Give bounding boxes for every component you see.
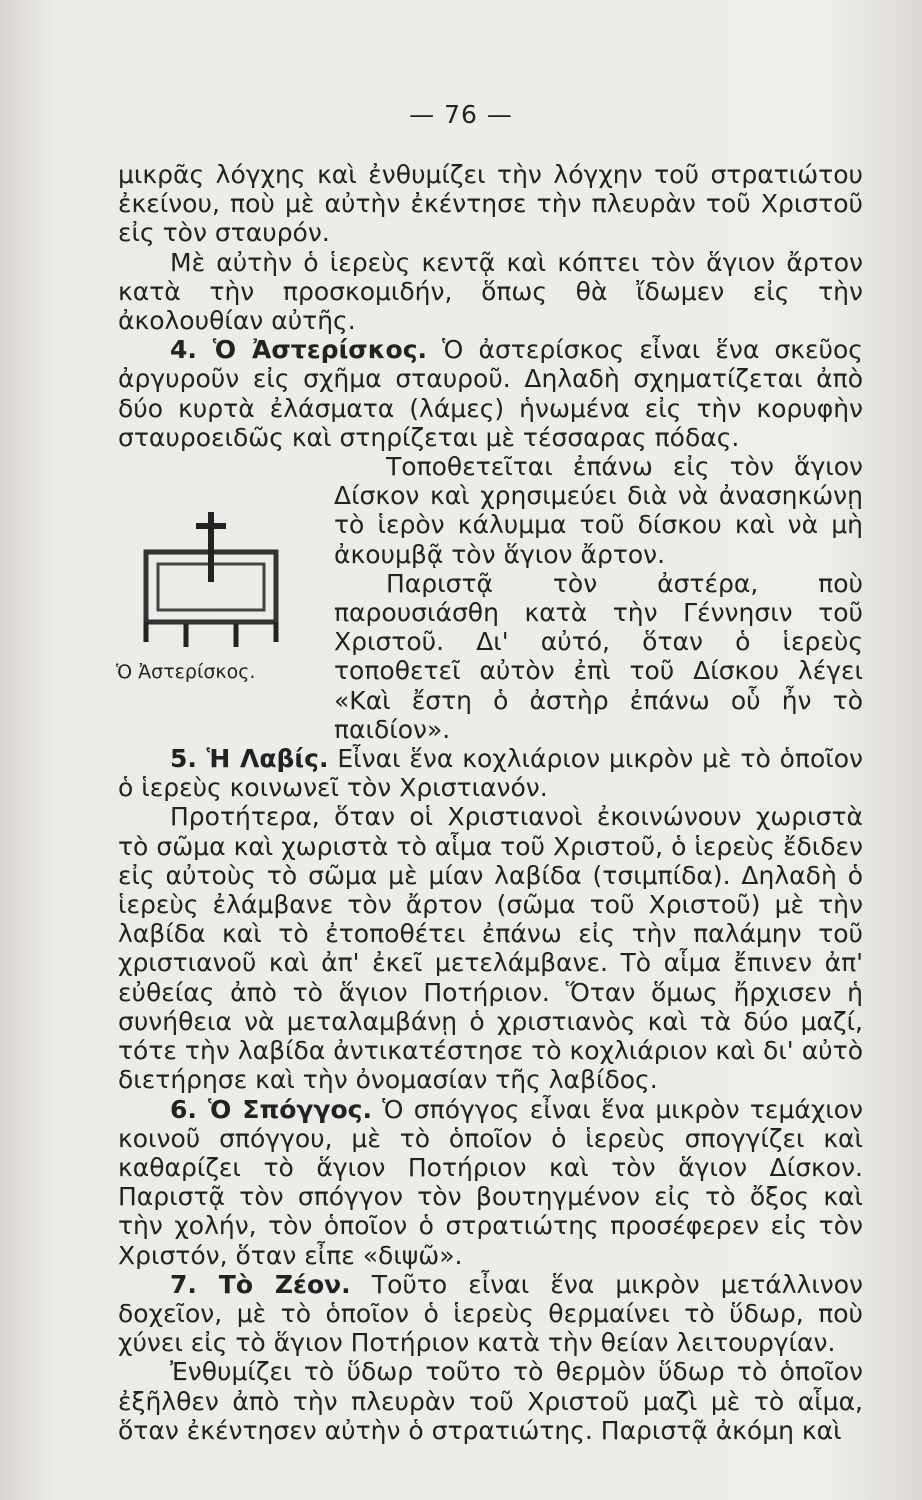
figure-caption: Ὁ Ἀστερίσκος. [116, 661, 256, 684]
page-body [118, 160, 863, 1445]
section-heading-lavis: 5. Ἡ Λαβίς. [170, 744, 329, 774]
asteriskos-figure [116, 452, 328, 742]
zeon-description: Τοῦτο εἶναι ἕνα μικρὸν μετάλλινον δοχεῖον, μὲ τὸ ὁποῖον ὁ ἱερεὺς θερμαίνει τὸ ὕδωρ, ποὺ χύνει εἰς τὸ ἅγιον Ποτήριον κατὰ τὴν θείαν λειτουργίαν. [118, 1269, 863, 1358]
page-number: — 76 — [409, 100, 513, 129]
section-heading-spongos: 6. Ὁ Σπόγγος. [170, 1094, 372, 1124]
section-heading-asteriskos: 4. Ὁ Ἀστερίσκος. [170, 335, 428, 365]
spongos-description: Ὁ σπόγγος εἶναι ἕνα μικρὸν τεμάχιον κοινοῦ σπόγγου, μὲ τὸ ὁποῖον ὁ ἱερεὺς σπογγίζει καὶ καθαρίζει τὸ ἅγιον Ποτήριον καὶ τὸν ἅγιον Δίσκον. Παριστᾷ τὸν σπόγγον τὸν βουτηγμένον εἰς τὸ ὄξος καὶ τὴν χολήν, τὸν ὁποῖον ὁ στρατιώτης προσέφερεν εἰς τὸν Χριστόν, ὅταν εἶπε «διψῶ». [118, 1094, 863, 1270]
zeon-meaning: Ἐνθυμίζει τὸ ὕδωρ τοῦτο τὸ θερμὸν ὕδωρ τὸ ὁποῖον ἐξῆλθεν ἀπὸ τὴν πλευρὰν τοῦ Χριστοῦ μαζὶ μὲ τὸ αἷμα, ὅταν ἐκέντησεν αὐτὴν ὁ στρατιώτης. Παριστᾷ ἀκόμη καὶ [118, 1357, 863, 1445]
paragraph-lance: Μὲ αὐτὴν ὁ ἱερεὺς κεντᾷ καὶ κόπτει τὸν ἅγιον ἄρτον κατὰ τὴν προσκομιδήν, ὅπως θὰ ἴδωμεν εἰς τὴν ἀκολουθίαν αὐτῆς. [118, 247, 863, 336]
section-asteriskos [118, 335, 863, 452]
lavis-history: Προτήτερα, ὅταν οἱ Χριστιανοὶ ἐκοινώνουν χωριστὰ τὸ σῶμα καὶ χωριστὰ τὸ αἷμα τοῦ Χριστοῦ, ὁ ἱερεὺς ἔδιδεν εἰς αὐτοὺς τὸ σῶμα μὲ μίαν λαβίδα (τσιμπίδα). Δηλαδὴ ὁ ἱερεὺς ἐλάμβανε τὸν ἄρτον (σῶμα τοῦ Χριστοῦ) μὲ τὴν λαβίδα καὶ τὸ ἐτοποθέτει ἐπάνω εἰς τὴν παλάμην τοῦ χριστιανοῦ καὶ ἀπ' ἐκεῖ μετελάμβανε. Τὸ αἷμα ἔπινεν ἀπ' εὐθείας ἀπὸ τὸ ἅγιον Ποτήριον. Ὅταν ὅμως ἤρχισεν ἡ συνήθεια νὰ μεταλαμβάνῃ ὁ χριστιανὸς καὶ τὰ δύο μαζί, τότε τὴν λαβίδα ἀντικατέστησε τὸ κοχλιάριον καὶ δι' αὐτὸ διετήρησε καὶ τὴν ὀνομασίαν τῆς λαβίδος. [118, 802, 863, 1095]
paragraph-continuation: μικρᾶς λόγχης καὶ ἐνθυμίζει τὴν λόγχην τοῦ στρατιώτου ἐκείνου, ποὺ μὲ αὐτὴν ἐκέντησε τὴν πλευρὰν τοῦ Χριστοῦ εἰς τὸν σταυρόν. [118, 160, 863, 248]
section-heading-zeon: 7. Τὸ Ζέον. [170, 1269, 351, 1299]
section-spongos [118, 1095, 863, 1270]
asteriskos-usage: Τοποθετεῖται ἐπάνω εἰς τὸν ἅγιον Δίσκον καὶ χρησιμεύει διὰ νὰ ἀνασηκώνῃ τὸ ἱερὸν κάλυμμα τοῦ δίσκου καὶ νὰ μὴ ἀκουμβᾷ τὸν ἅγιον ἄρτον. [334, 452, 863, 569]
lavis-description: Εἶναι ἕνα κοχλιάριον μικρὸν μὲ τὸ ὁποῖον ὁ ἱερεὺς κοινωνεῖ τὸν Χριστιανόν. [118, 744, 863, 803]
asteriskos-description: Ὁ ἀστερίσκος εἶναι ἕνα σκεῦος ἀργυροῦν εἰς σχῆμα σταυροῦ. Δηλαδὴ σχηματίζεται ἀπὸ δύο κυρτὰ ἐλάσματα (λάμες) ἡνωμένα εἰς τὴν κορυφὴν σταυροειδῶς καὶ στηρίζεται μὲ τέσσαρας πόδας. [118, 335, 863, 452]
asteriskos-meaning: Παριστᾷ τὸν ἀστέρα, ποὺ παρουσιάσθη κατὰ τὴν Γέννησιν τοῦ Χριστοῦ. Δι' αὐτό, ὅταν ὁ ἱερεὺς τοποθετεῖ αὐτὸν ἐπὶ τοῦ Δίσκου λέγει «Καὶ ἔστη ὁ ἀστὴρ ἐπάνω οὗ ἦν τὸ παιδίον». [334, 568, 863, 744]
asteriskos-illustration [126, 512, 306, 652]
section-lavis [118, 744, 863, 802]
section-zeon [118, 1270, 863, 1358]
